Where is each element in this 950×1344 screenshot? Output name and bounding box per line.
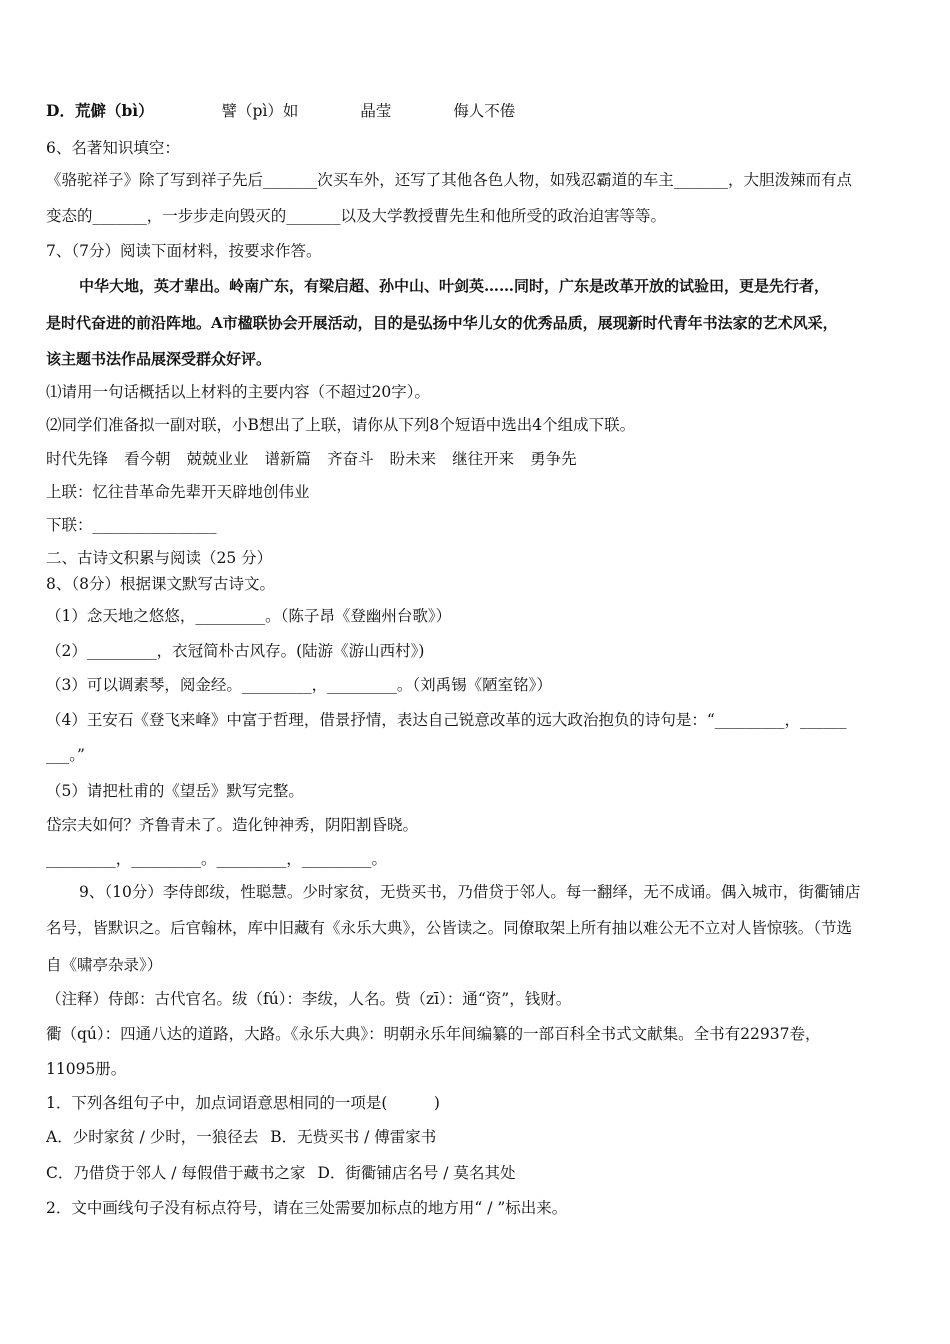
phrase: 盼未来 — [389, 450, 437, 468]
q8-item2: （2）_________，衣冠简朴古风存。(陆游《游山西村》) — [46, 642, 425, 660]
q9-note-line2: 衢（qú）：四通八达的道路，大路。《永乐大典》：明朝永乐年间编纂的一部百科全书式文献集。全书有22937卷， — [46, 1025, 821, 1043]
q5-option-d-word4: 侮人不倦 — [453, 102, 516, 120]
q5-option-d-word3: 晶莹 — [360, 102, 392, 120]
q7-heading: 7、（7分）阅读下面材料，按要求作答。 — [46, 242, 322, 260]
phrase: 谱新篇 — [264, 450, 312, 468]
q6-line1: 《骆驼祥子》除了写到祥子先后_______次买车外，还写了其他各色人物，如残忍霸道的车主_______，大胆泼辣而有点 — [46, 171, 853, 189]
q7-material-line1: 中华大地，英才辈出。岭南广东，有梁启超、孙中山、叶剑英……同时，广东是改革开放的试验田，更是先行者， — [79, 277, 830, 295]
q8-heading: 8、（8分）根据课文默写古诗文。 — [46, 575, 275, 593]
q9-sub1: 1．下列各组句子中，加点词语意思相同的一项是( ) — [46, 1094, 440, 1112]
q9-sub2: 2．文中画线句子没有标点符号，请在三处需要加标点的地方用“ / ”标出来。 — [46, 1199, 568, 1217]
q9-text-line2: 名号，皆默识之。后官翰林，库中旧藏有《永乐大典》，公皆读之。同僚取架上所有抽以难公无不立对人皆惊骇。（节选 — [46, 919, 853, 937]
poem-line1: 岱宗夫如何？齐鲁青未了。造化钟神秀，阴阳割昏晓。 — [46, 816, 419, 834]
q8-item4-line1: （4）王安石《登飞来峰》中富于哲理，借景抒情，表达自己锐意改革的远大政治抱负的诗句是：“_________，______ — [46, 711, 847, 729]
phrase: 齐奋斗 — [327, 450, 374, 468]
q7-sub2: ⑵同学们准备拟一副对联，小B想出了上联，请你从下列8个短语中选出4个组成下联。 — [46, 416, 636, 434]
lower-couplet: 下联：________________ — [46, 516, 217, 534]
q5-option-d-word2: 譬（pì）如 — [221, 102, 299, 120]
upper-couplet: 上联：忆往昔革命先辈开天辟地创伟业 — [46, 483, 310, 501]
q9-text-line3: 自《啸亭杂录》） — [46, 956, 163, 974]
q8-item4-line2: ___。” — [46, 746, 85, 764]
phrase: 勇争先 — [530, 450, 577, 468]
phrase: 兢兢业业 — [186, 450, 249, 468]
q9-options-cd — [46, 1163, 515, 1183]
phrase: 时代先锋 — [46, 450, 109, 468]
q9-text-line1: 9、（10分）李侍郎绂，性聪慧。少时家贫，无赀买书，乃借贷于邻人。每一翻绎，无不成诵。偶入城市，街衢铺店 — [79, 883, 861, 901]
q8-item5: （5）请把杜甫的《望岳》默写完整。 — [46, 782, 304, 800]
phrase: 看今朝 — [124, 450, 171, 468]
q9-option-c: C．乃借贷于邻人 / 每假借于藏书之家 — [46, 1164, 306, 1182]
section2-heading: 二、古诗文积累与阅读（25 分） — [46, 549, 273, 567]
q8-item3: （3）可以调素琴，阅金经。_________，_________。（刘禹锡《陋室铭》） — [46, 676, 552, 694]
q8-item1: （1）念天地之悠悠，_________。（陈子昂《登幽州台歌》） — [46, 607, 452, 625]
phrase: 继往开来 — [452, 450, 515, 468]
q9-note-line1: （注释）侍郎：古代官名。绂（fú）：李绂，人名。赀（zī）：通“资”，钱财。 — [46, 990, 572, 1008]
q7-material-line3: 该主题书法作品展深受群众好评。 — [46, 350, 272, 368]
q6-heading: 6、名著知识填空： — [46, 139, 180, 157]
q9-note-line3: 11095册。 — [46, 1060, 127, 1078]
q9-option-a: A．少时家贫 / 少时，一狼径去 — [46, 1128, 259, 1146]
poem-line2: _________，_________。_________，_________。 — [46, 850, 388, 868]
q9-option-d: D．街衢铺店名号 / 莫名其处 — [317, 1164, 516, 1182]
q9-options-ab — [46, 1127, 436, 1147]
q7-sub1: ⑴请用一句话概括以上材料的主要内容（不超过20字）。 — [46, 383, 430, 401]
q5-option-d — [46, 101, 515, 121]
q6-line2: 变态的_______，一步步走向毁灭的_______以及大学教授曹先生和他所受的政治迫害等等。 — [46, 207, 667, 225]
q5-option-d-label: D．荒僻（bì） — [46, 101, 154, 120]
q9-option-b: B．无赀买书 / 傅雷家书 — [270, 1128, 437, 1146]
q7-phrase-list — [46, 449, 577, 469]
q7-material-line2: 是时代奋进的前沿阵地。A市楹联协会开展活动，目的是弘扬中华儿女的优秀品质，展现新时代青年书法家的艺术风采， — [46, 314, 838, 332]
